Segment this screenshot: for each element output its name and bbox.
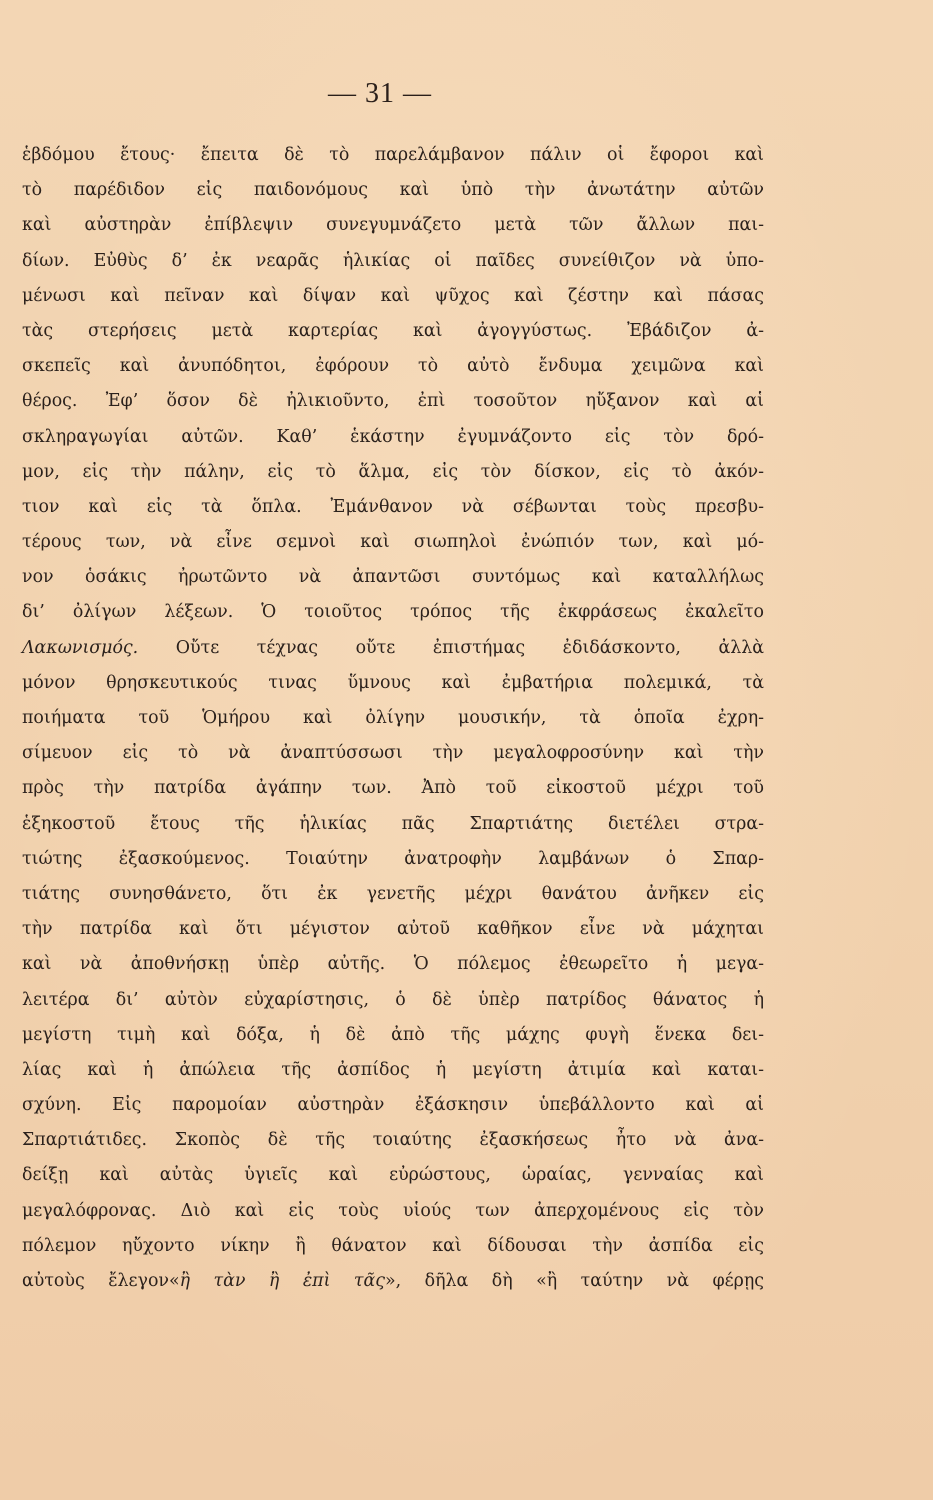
text-line: τέρους των, νὰ εἶνε σεμνοὶ καὶ σιωπηλοὶ ἐνώπιόν των, καὶ μό- <box>22 532 764 553</box>
text-line: τιάτης συνησθάνετο, ὅτι ἐκ γενετῆς μέχρι θανάτου ἀνῆκεν εἰς <box>22 883 764 904</box>
text-line: σίμευον εἰς τὸ νὰ ἀναπτύσσωσι τὴν μεγαλοφροσύνην καὶ τὴν <box>22 743 764 764</box>
text-line: μεγίστη τιμὴ καὶ δόξα, ἡ δὲ ἀπὸ τῆς μάχης φυγὴ ἕνεκα δει- <box>22 1024 764 1045</box>
text-line: τιώτης ἐξασκούμενος. Τοιαύτην ἀνατροφὴν λαμβάνων ὁ Σπαρ- <box>22 848 764 869</box>
text-line: καὶ αὐστηρὰν ἐπίβλεψιν συνεγυμνάζετο μετὰ τῶν ἄλλων παι- <box>22 215 764 236</box>
text-span: », δῆλα δὴ «ἢ ταύτην νὰ φέρῃς <box>384 1271 765 1291</box>
text-line: μεγαλόφρονας. Διὸ καὶ εἰς τοὺς υἱούς των ἀπερχομένους εἰς τὸν <box>22 1200 764 1221</box>
text-line: μένωσι καὶ πεῖναν καὶ δίψαν καὶ ψῦχος καὶ ζέστην καὶ πάσας <box>22 285 764 306</box>
text-line: τὰς στερήσεις μετὰ καρτερίας καὶ ἀγογγύστως. Ἐβάδιζον ἀ- <box>22 320 764 341</box>
text-line: μόνον θρησκευτικούς τινας ὕμνους καὶ ἐμβατήρια πολεμικά, τὰ <box>22 672 764 693</box>
text-line: νον ὁσάκις ἠρωτῶντο νὰ ἀπαντῶσι συντόμως καὶ καταλλήλως <box>22 567 764 588</box>
text-line: δείξῃ καὶ αὐτὰς ὑγιεῖς καὶ εὐρώστους, ὡραίας, γενναίας καὶ <box>22 1165 764 1186</box>
page-number: — 31 — <box>328 78 432 109</box>
text-line: τὴν πατρίδα καὶ ὅτι μέγιστον αὐτοῦ καθῆκον εἶνε νὰ μάχηται <box>22 919 764 940</box>
text-line: τιον καὶ εἰς τὰ ὅπλα. Ἐμάνθανον νὰ σέβωνται τοὺς πρεσβυ- <box>22 496 764 517</box>
text-line: ποιήματα τοῦ Ὁμήρου καὶ ὀλίγην μουσικήν, τὰ ὁποῖα ἐχρη- <box>22 708 764 728</box>
body-text <box>22 138 764 1299</box>
italic-quote: ἢ τὰν ἢ ἐπὶ τᾶς <box>179 1271 385 1291</box>
text-line: θέρος. Ἐφ’ ὅσον δὲ ἠλικιοῦντο, ἐπὶ τοσοῦτον ηὔξανον καὶ αἱ <box>22 391 764 412</box>
text-line: Σπαρτιάτιδες. Σκοπὸς δὲ τῆς τοιαύτης ἐξασκήσεως ἦτο νὰ ἀνα- <box>22 1130 764 1151</box>
text-line-with-italic <box>22 631 764 666</box>
text-line: τὸ παρέδιδον εἰς παιδονόμους καὶ ὑπὸ τὴν ἀνωτάτην αὐτῶν <box>22 180 764 201</box>
text-line: λίας καὶ ἡ ἀπώλεια τῆς ἀσπίδος ἡ μεγίστη ἀτιμία καὶ καται- <box>22 1059 764 1080</box>
text-line-with-italic <box>22 1264 764 1299</box>
text-span: Οὔτε τέχνας οὔτε ἐπιστήμας ἐδιδάσκοντο, ἀλλὰ <box>138 637 764 658</box>
text-line: ἑξηκοστοῦ ἔτους τῆς ἡλικίας πᾶς Σπαρτιάτης διετέλει στρα- <box>22 813 764 834</box>
text-line: καὶ νὰ ἀποθνήσκῃ ὑπὲρ αὐτῆς. Ὁ πόλεμος ἐθεωρεῖτο ἡ μεγα- <box>22 954 764 975</box>
text-span: αὐτοὺς ἔλεγον« <box>22 1271 180 1291</box>
italic-term: Λακωνισμός. <box>22 637 139 658</box>
text-line: δι’ ὀλίγων λέξεων. Ὁ τοιοῦτος τρόπος τῆς ἐκφράσεως ἐκαλεῖτο <box>22 602 764 623</box>
text-line: σχύνη. Εἰς παρομοίαν αὐστηρὰν ἐξάσκησιν ὑπεβάλλοντο καὶ αἱ <box>22 1095 764 1116</box>
text-line: σκληραγωγίαι αὐτῶν. Καθ’ ἑκάστην ἐγυμνάζοντο εἰς τὸν δρό- <box>22 426 764 447</box>
text-line: λειτέρα δι’ αὐτὸν εὐχαρίστησις, ὁ δὲ ὑπὲρ πατρίδος θάνατος ἡ <box>22 989 764 1010</box>
text-line: σκεπεῖς καὶ ἀνυπόδητοι, ἐφόρουν τὸ αὐτὸ ἔνδυμα χειμῶνα καὶ <box>22 356 764 377</box>
text-line: πρὸς τὴν πατρίδα ἀγάπην των. Ἀπὸ τοῦ εἰκοστοῦ μέχρι τοῦ <box>22 778 764 799</box>
text-line: δίων. Εὐθὺς δ’ ἐκ νεαρᾶς ἡλικίας οἱ παῖδες συνείθιζον νὰ ὑπο- <box>22 250 764 271</box>
text-line: μον, εἰς τὴν πάλην, εἰς τὸ ἅλμα, εἰς τὸν δίσκον, εἰς τὸ ἀκόν- <box>22 461 764 482</box>
text-line: ἑβδόμου ἔτους· ἔπειτα δὲ τὸ παρελάμβανον πάλιν οἱ ἔφοροι καὶ <box>22 145 764 165</box>
text-line: πόλεμον ηὔχοντο νίκην ἢ θάνατον καὶ δίδουσαι τὴν ἀσπίδα εἰς <box>22 1235 764 1256</box>
